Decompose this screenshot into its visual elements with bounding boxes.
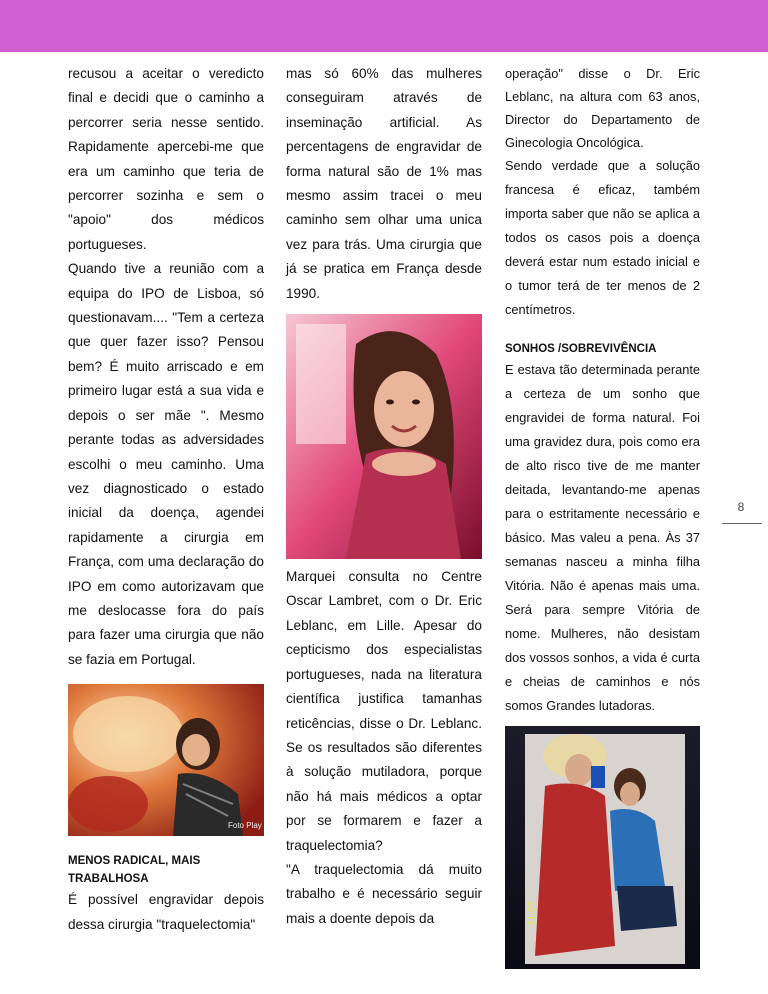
header-bar — [0, 0, 768, 52]
col2-paragraph-2: Marquei consulta no Centre Oscar Lambret, com o Dr. Eric Leblanc, em Lille. Apesar do cepticismo dos especialistas portugueses, nada na literatura científica justifica tamanhas reticências, disse o Dr. Leblanc. Se os resultados são diferentes à solução mutiladora, porque não há mais médicos a optar por se formarem e fazer a traquelectomia? — [286, 569, 482, 853]
page-number-rule — [722, 523, 762, 524]
col2-paragraph-3: "A traquelectomia dá muito trabalho e é necessário seguir mais a doente depois da — [286, 861, 482, 926]
column-1 — [68, 62, 264, 937]
col1-paragraph-3: É possível engravidar depois dessa cirurgia "traquelectomia" — [68, 892, 264, 932]
page-number: 8 — [737, 500, 745, 514]
mother-daughter-photo — [68, 684, 264, 836]
col3-paragraph-2: Sendo verdade que a solução francesa é eficaz, também importa saber que não se aplica a todos os casos pois a doença deverá estar num estado inicial e o tumor terá de ter menos de 2 centímetros. — [505, 158, 700, 317]
column-3 — [505, 62, 700, 969]
col2-paragraph-1: mas só 60% das mulheres conseguiram através de inseminação artificial. As percentagens de engravidar de forma natural são de 1% mas mesmo assim tracei o meu caminho sem olhar uma unica vez para trás. Uma cirurgia que já se pratica em França desde 1990. — [286, 66, 482, 301]
section-heading-menos-radical: MENOS RADICAL, MAIS TRABALHOSA — [68, 855, 201, 886]
col3-paragraph-3: E estava tão determinada perante a certeza de um sonho que engravidei de forma natural. Foi uma gravidez dura, pois como era de alto risco tive de me manter deitada, levantando-me apenas para o estritamente necessário e básico. Mas valeu a pena. Às 37 semanas nasceu a minha filha Vitória. Não é apenas mais uma. Será para sempre Vitória de nome. Mulheres, não desistam dos vossos sonhos, a vida é curta e cheias de caminhos e nós somos Grandes lutadoras. — [505, 362, 700, 713]
section-heading-sonhos: SONHOS /SOBREVIVÊNCIA — [505, 343, 657, 355]
mirror-selfie-photo — [505, 726, 700, 969]
col1-paragraph-2: Quando tive a reunião com a equipa do IPO de Lisboa, só questionavam.... "Tem a certeza que quer fazer isso? Pensou bem? É muito arriscado e em primeiro lugar está a sua vida e depois o ser mãe ". Mesmo perante todas as adversidades escolhi o meu caminho. Uma vez diagnosticado o estado inicial da doença, agendei rapidamente a cirurgia em França, com uma declaração do IPO em como autorizavam que me deslocasse fora do país para fazer uma cirurgia que não se fazia em Portugal. — [68, 261, 264, 667]
column-2 — [286, 62, 482, 931]
col3-paragraph-1: operação" disse o Dr. Eric Leblanc, na altura com 63 anos, Director do Departamento de Ginecologia Oncológica. — [505, 66, 700, 150]
photo-timestamp: 21:07 — [527, 900, 538, 926]
col1-paragraph-1: recusou a aceitar o veredicto final e decidi que o caminho a percorrer seria nesse sentido. Rapidamente apercebi-me que era um caminho que teria de percorrer sozinha e sem o "apoio" dos médicos portugueses. — [68, 66, 264, 252]
girl-portrait-photo — [286, 314, 482, 559]
photo-watermark: Foto Play — [228, 821, 262, 831]
